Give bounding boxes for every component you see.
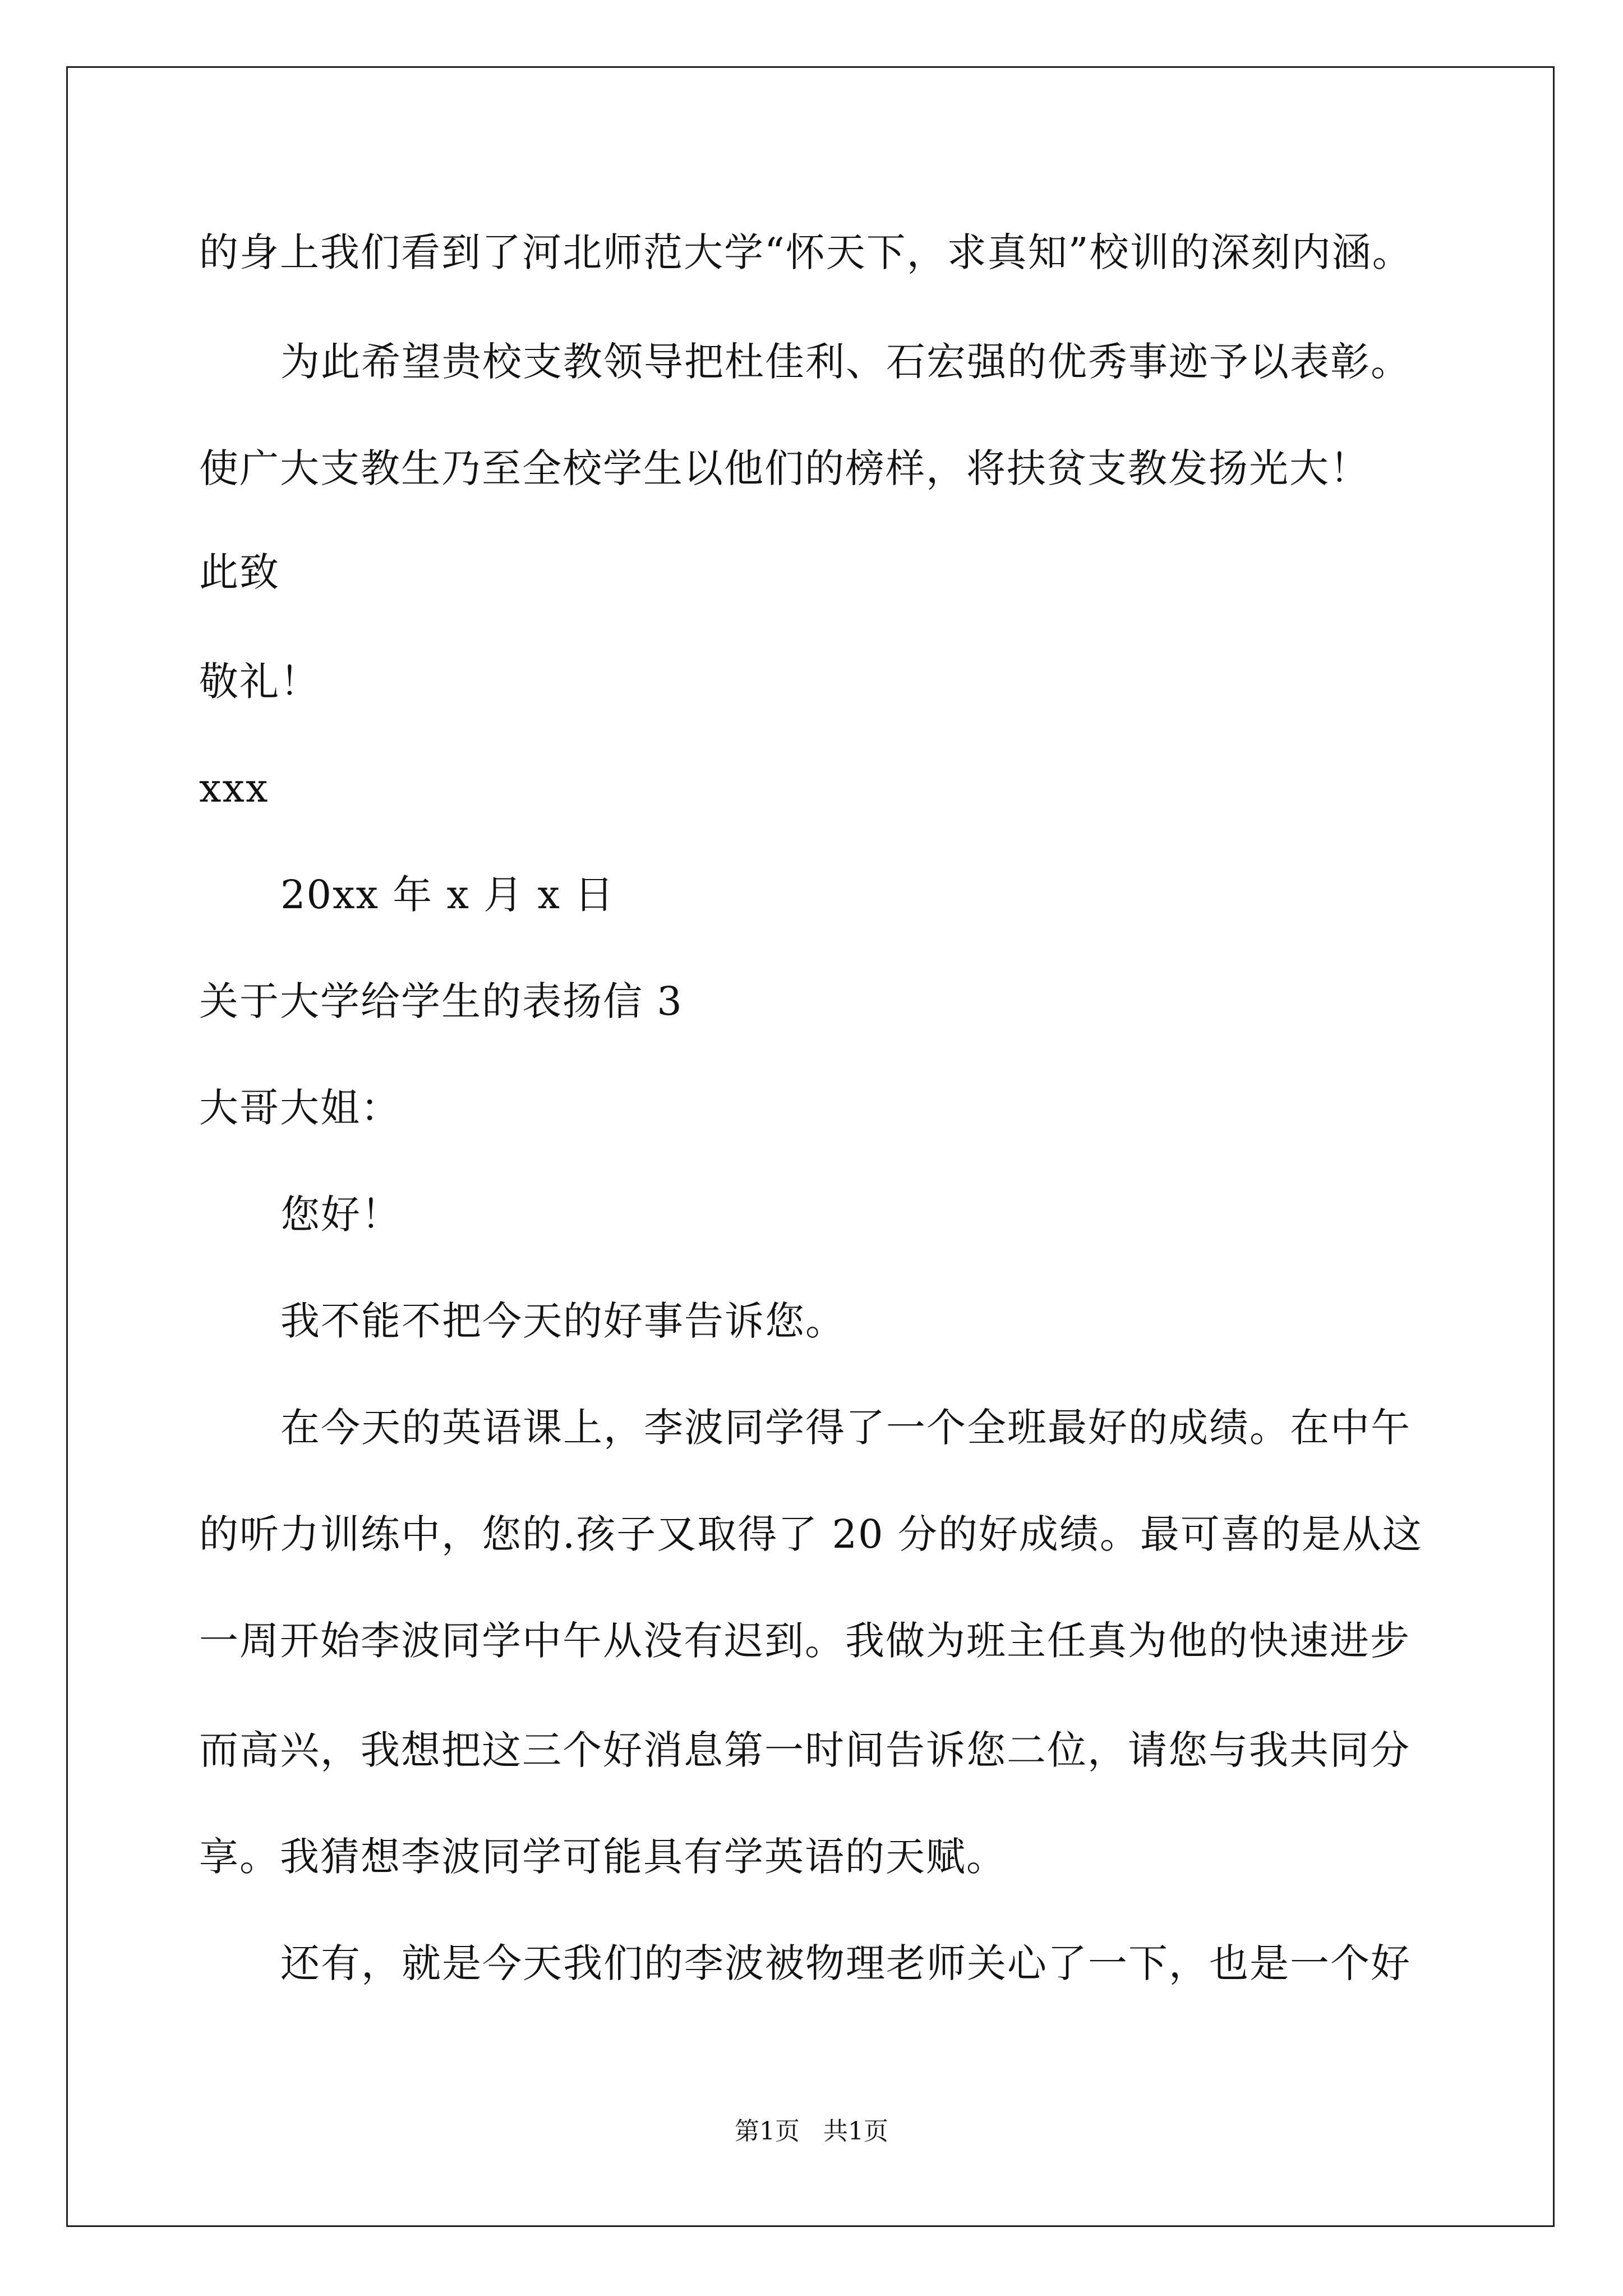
salutation-jingli: 敬礼！ (199, 659, 320, 705)
signature: xxx (199, 765, 269, 811)
section-title: 关于大学给学生的表扬信 3 (199, 978, 683, 1024)
greeting-recipient: 大哥大姐： (199, 1085, 401, 1131)
text-line-16: 享。我猜想李波同学可能具有学英语的天赋。 (199, 1834, 1007, 1880)
greeting-hello: 您好！ (280, 1191, 402, 1237)
text-line-14: 一周开始李波同学中午从没有迟到。我做为班主任真为他的快速进步 (199, 1618, 1410, 1664)
page-border (66, 66, 1555, 2227)
page-footer: 第1页 共1页 (735, 2117, 888, 2146)
salutation-cizhi: 此致 (199, 549, 280, 595)
text-line-3: 使广大支教生乃至全校学生以他们的榜样，将扶贫支教发扬光大！ (199, 445, 1370, 491)
text-line-13: 的听力训练中，您的.孩子又取得了 20 分的好成绩。最可喜的是从这 (199, 1511, 1423, 1557)
text-line-1: 的身上我们看到了河北师范大学“怀天下，求真知”校训的深刻内涵。 (199, 229, 1413, 275)
date-line: 20xx 年 x 月 x 日 (280, 872, 615, 918)
text-line-11: 我不能不把今天的好事告诉您。 (280, 1298, 846, 1344)
text-line-17: 还有，就是今天我们的李波被物理老师关心了一下，也是一个好 (280, 1940, 1411, 1986)
text-line-12: 在今天的英语课上，李波同学得了一个全班最好的成绩。在中午 (280, 1405, 1411, 1451)
text-line-15: 而高兴，我想把这三个好消息第一时间告诉您二位，请您与我共同分 (199, 1727, 1410, 1773)
text-line-2: 为此希望贵校支教领导把杜佳利、石宏强的优秀事迹予以表彰。 (280, 339, 1411, 385)
